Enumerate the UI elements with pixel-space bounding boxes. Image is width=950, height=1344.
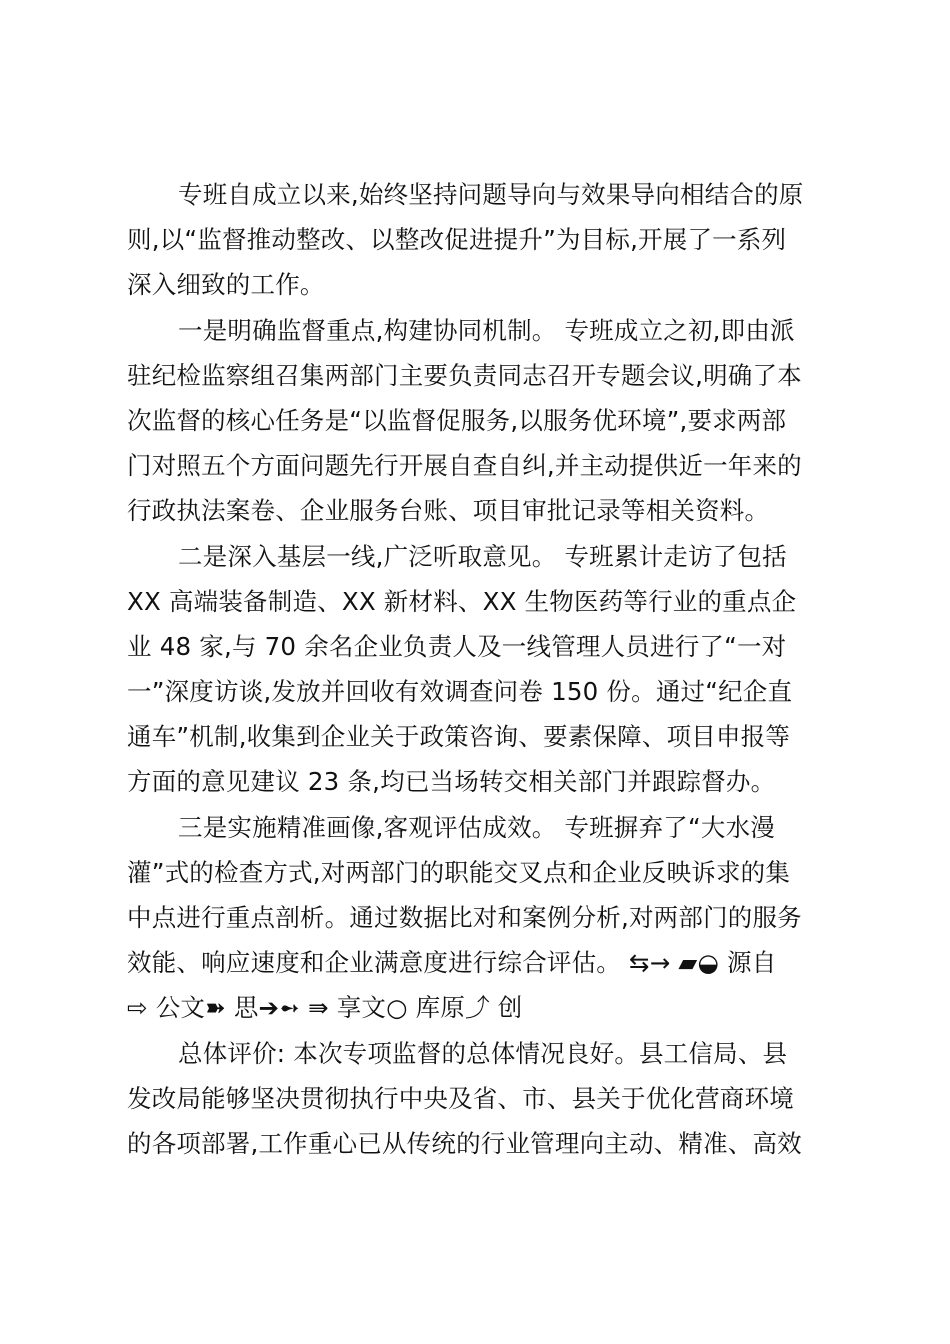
- paragraph-3-line-4: 一”深度访谈,发放并回收有效调查问卷 150 份。通过“纪企直: [127, 677, 793, 707]
- paragraph-1-line-2: 则,以“监督推动整改、以整改促进提升”为目标,开展了一系列: [127, 225, 787, 255]
- document-body: [127, 172, 827, 1166]
- paragraph-4-line-4-text: 效能、响应速度和企业满意度进行综合评估。: [127, 948, 621, 978]
- paragraph-3-line-1: 二是深入基层一线,广泛听取意见。 专班累计走访了包括: [178, 541, 787, 571]
- watermark-line: [127, 985, 827, 1030]
- paragraph-4-line-4: [127, 940, 827, 985]
- paragraph-2-line-3: 次监督的核心任务是“以监督促服务,以服务优环境”,要求两部: [127, 405, 787, 435]
- paragraph-3-line-5: 通车”机制,收集到企业关于政策咨询、要素保障、项目申报等: [127, 722, 791, 752]
- watermark-text-1: ⇆→ ▰◒ 源自: [621, 948, 777, 978]
- paragraph-2-line-1: 一是明确监督重点,构建协同机制。 专班成立之初,即由派: [178, 315, 795, 345]
- watermark-text-2: ⇨ 公文➽ 思➔➻ ⇛ 享文○ 库原⤴ 创: [127, 993, 523, 1023]
- paragraph-1-line-1: 专班自成立以来,始终坚持问题导向与效果导向相结合的原: [178, 180, 804, 209]
- paragraph-1-line-3: 深入细致的工作。: [127, 270, 325, 300]
- paragraph-3-line-3: 业 48 家,与 70 余名企业负责人及一线管理人员进行了“一对: [127, 631, 787, 661]
- paragraph-5-line-2: 发改局能够坚决贯彻执行中央及省、市、县关于优化营商环境: [127, 1083, 794, 1113]
- paragraph-2-line-4: 门对照五个方面问题先行开展自查自纠,并主动提供近一年来的: [127, 451, 802, 481]
- paragraph-3-line-2: XX 高端装备制造、XX 新材料、XX 生物医药等行业的重点企: [127, 586, 797, 616]
- paragraph-4-line-3: 中点进行重点剖析。通过数据比对和案例分析,对两部门的服务: [127, 903, 802, 932]
- paragraph-5-line-1: 总体评价: 本次专项监督的总体情况良好。县工信局、县: [178, 1038, 788, 1068]
- paragraph-5-line-3: 的各项部署,工作重心已从传统的行业管理向主动、精准、高效: [127, 1128, 802, 1158]
- paragraph-4-line-1: 三是实施精准画像,客观评估成效。 专班摒弃了“大水漫: [178, 812, 775, 842]
- paragraph-3-line-6: 方面的意见建议 23 条,均已当场转交相关部门并跟踪督办。: [127, 767, 776, 797]
- paragraph-2-line-2: 驻纪检监察组召集两部门主要负责同志召开专题会议,明确了本: [127, 360, 802, 390]
- paragraph-2-line-5: 行政执法案卷、企业服务台账、项目审批记录等相关资料。: [127, 496, 770, 526]
- paragraph-4-line-2: 灌”式的检查方式,对两部门的职能交叉点和企业反映诉求的集: [127, 857, 791, 887]
